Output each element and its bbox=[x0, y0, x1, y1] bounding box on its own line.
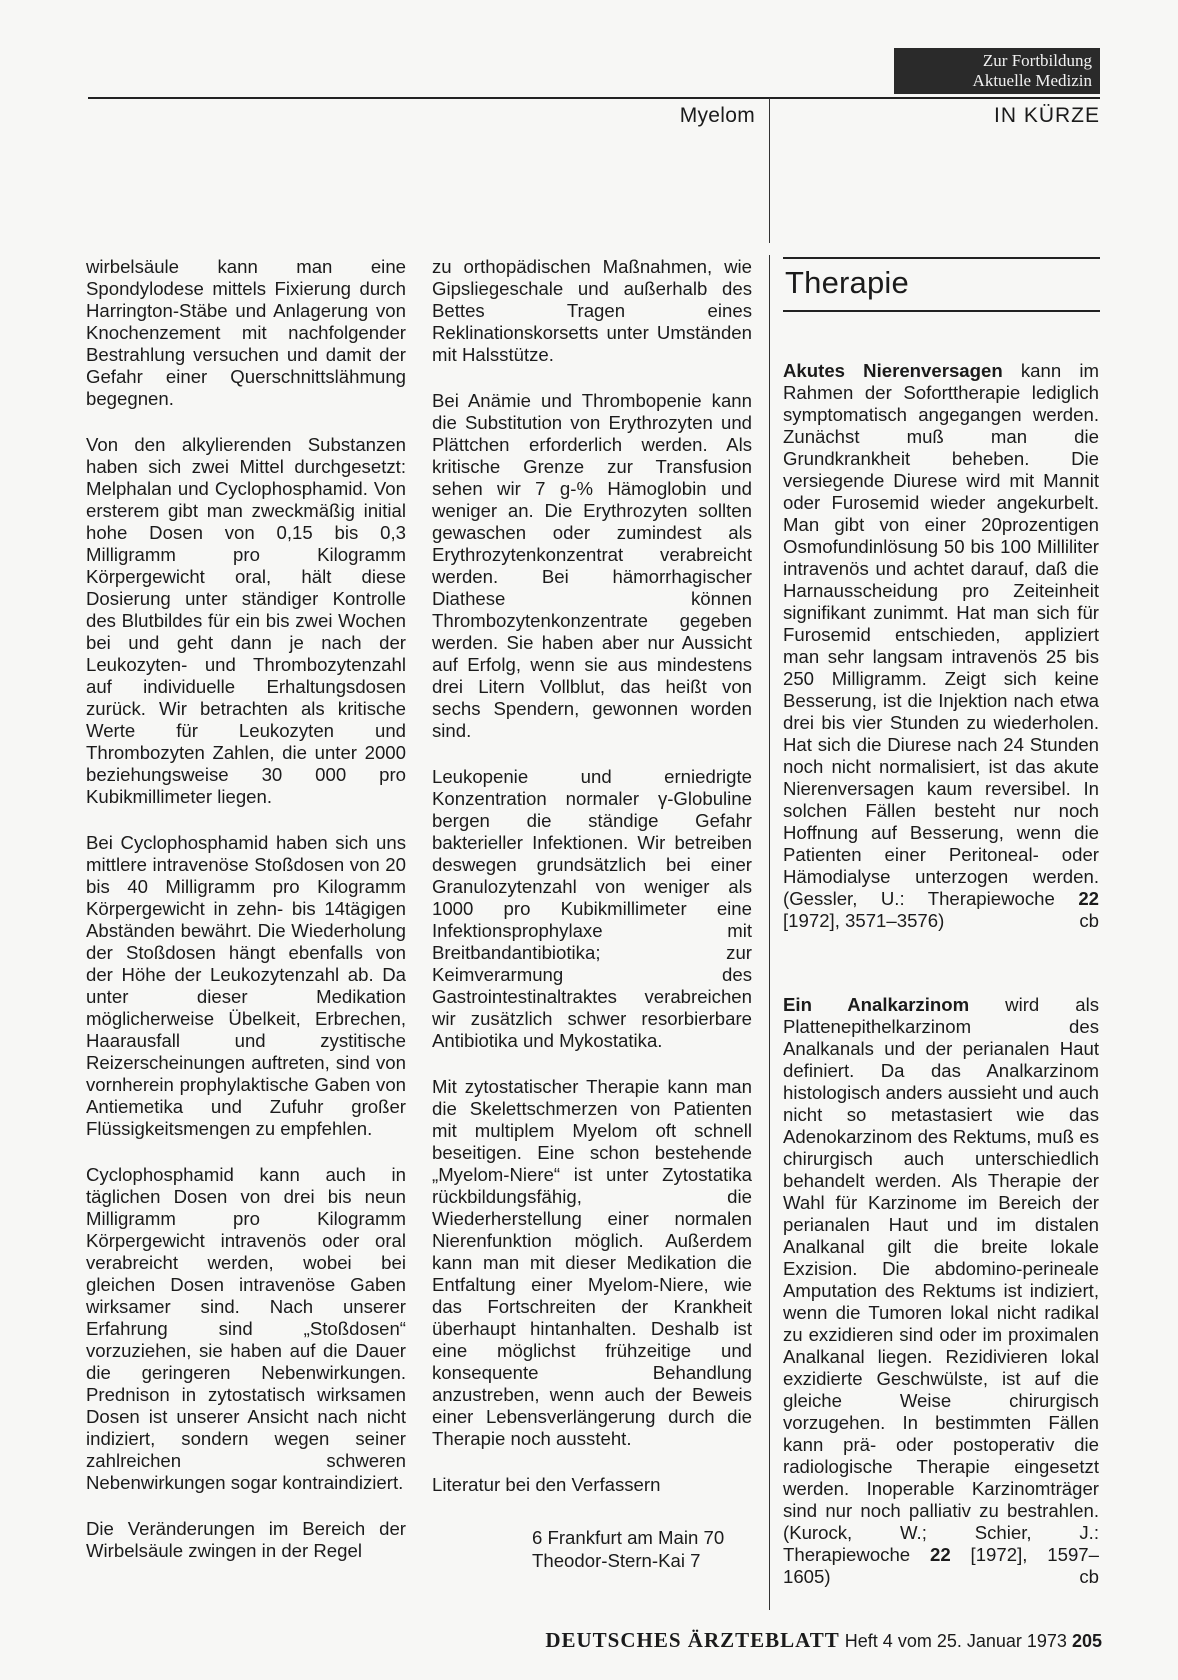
article-column-2 bbox=[432, 256, 752, 1572]
badge-line-1: Zur Fortbildung bbox=[982, 51, 1092, 70]
address-line-1: 6 Frankfurt am Main 70 bbox=[532, 1527, 725, 1548]
reference-volume: 22 bbox=[1078, 888, 1099, 909]
address-line-2: Theodor-Stern-Kai 7 bbox=[532, 1550, 701, 1571]
sidebar-heading: Therapie bbox=[785, 265, 909, 300]
author-address bbox=[532, 1526, 752, 1572]
brief-article-nierenversagen bbox=[783, 360, 1099, 932]
author-signature: cb bbox=[1079, 1566, 1099, 1587]
reference-volume: 22 bbox=[930, 1544, 951, 1565]
literature-note: Literatur bei den Verfassern bbox=[432, 1474, 661, 1495]
brief-column bbox=[783, 360, 1099, 1612]
article-text: wird als Plattenepithelkarzinom des Analkanals und der perianalen Haut definiert. Da das Analkarzinom histologisch anders aussieht und auch nicht so metastasiert wie das Adenokarzinom des Rektums, muß es chirurgisch auch unterschiedlich behandelt werden. Als Therapie der Wahl für Karzinome im Bereich der perianalen Haut und im distalen Analkanal gilt die breite lokale Exzision. Die abdomino-perineale Amputation des Rektums ist indiziert, wenn die Tumoren lokal nicht radikal zu exzidieren sind oder im proximalen Analkanal liegen. Rezidivieren lokal exzidierte Geschwülste, ist auf die gleiche Weise chirurgisch vorzugehen. In bestimmten Fällen kann prä- oder postoperativ die radiologische Therapie eingesetzt werden. Inoperable Karzinomträger sind nur noch palliativ zu bestrahlen. (Kurock, W.; Schier, J.: Therapiewoche bbox=[783, 994, 1099, 1565]
reference-text: [1972], 1597–1605) bbox=[783, 1544, 1099, 1587]
page-footer bbox=[486, 1628, 1102, 1653]
heading-rule-top bbox=[783, 257, 1100, 259]
section-label-myelom: Myelom bbox=[679, 104, 755, 127]
header-divider bbox=[769, 98, 770, 243]
header-rule bbox=[88, 97, 1100, 99]
badge-line-2: Aktuelle Medizin bbox=[972, 71, 1092, 90]
section-label-in-kuerze: IN KÜRZE bbox=[993, 104, 1100, 127]
issue-info: Heft 4 vom 25. Januar 1973 bbox=[844, 1631, 1067, 1651]
section-badge bbox=[894, 48, 1100, 94]
page-number: 205 bbox=[1071, 1631, 1102, 1651]
paragraph: Die Veränderungen im Bereich der Wirbelsäule zwingen in der Regel bbox=[86, 1518, 406, 1561]
paragraph: zu orthopädischen Maßnahmen, wie Gipsliegeschale und außerhalb des Bettes Tragen eines Reklinationskorsetts unter Umständen mit Halsstütze. bbox=[432, 256, 752, 365]
author-signature: cb bbox=[1079, 910, 1099, 931]
column-divider bbox=[769, 255, 770, 1610]
paragraph: Bei Cyclophosphamid haben sich uns mittlere intravenöse Stoßdosen von 20 bis 40 Milligramm pro Kilogramm Körpergewicht in zehn- bis 14tägigen Abständen bewährt. Die Wiederholung der Stoßdosen hängt ebenfalls von der Höhe der Leukozytenzahl ab. Da unter dieser Medikation möglicherweise Übelkeit, Erbrechen, Haarausfall und zystitische Reizerscheinungen auftreten, sind von vornherein prophylaktische Gaben von Antiemetika und Zufuhr großer Flüssigkeitsmengen zu empfehlen. bbox=[86, 832, 406, 1139]
brief-article-analkarzinom bbox=[783, 994, 1099, 1588]
article-lead: Akutes Nierenversagen bbox=[783, 360, 1003, 381]
article-text: kann im Rahmen der Soforttherapie lediglich symptomatisch angegangen werden. Zunächst muß man die Grundkrankheit beheben. Die versiegende Diurese wird mit Mannit oder Furosemid wieder angekurbelt. Man gibt von einer 20prozentigen Osmofundinlösung 50 bis 100 Milliliter intravenös und achtet darauf, daß die Harnausscheidung pro Zeiteinheit signifikant zunimmt. Hat man sich für Furosemid entschieden, appliziert man sehr langsam intravenös 25 bis 250 Milligramm. Zeigt sich keine Besserung, ist die Injektion nach etwa drei bis vier Stunden zu wiederholen. Hat sich die Diurese nach 24 Stunden noch nicht normalisiert, ist das akute Nierenversagen kaum reversibel. In solchen Fällen besteht nur noch Hoffnung auf Besserung, wenn die Patienten einer Peritoneal- oder Hämodialyse unterzogen werden. (Gessler, U.: Therapiewoche bbox=[783, 360, 1099, 909]
article-lead: Ein Analkarzinom bbox=[783, 994, 970, 1015]
paragraph: Bei Anämie und Thrombopenie kann die Substitution von Erythrozyten und Plättchen erforderlich werden. Als kritische Grenze zur Transfusion sehen wir 7 g-% Hämoglobin und weniger an. Die Erythrozyten sollten gewaschen oder zumindest als Erythrozytenkonzentrat verabreicht werden. Bei hämorrhagischer Diathese können Thrombozytenkonzentrate gegeben werden. Sie haben aber nur Aussicht auf Erfolg, wenn sie aus mindestens drei Litern Vollblut, das heißt von sechs Spendern, gewonnen worden sind. bbox=[432, 390, 752, 741]
paragraph: Von den alkylierenden Substanzen haben sich zwei Mittel durchgesetzt: Melphalan und Cyclophosphamid. Von ersterem gibt man zweckmäßig initial hohe Dosen von 0,15 bis 0,3 Milligramm pro Kilogramm Körpergewicht oral, hält diese Dosierung unter ständiger Kontrolle des Blutbildes für ein bis zwei Wochen bei und geht dann je nach der Leukozyten- und Thrombozytenzahl auf individuelle Erhaltungsdosen zurück. Wir betrachten als kritische Werte für Leukozyten und Thrombozyten Zahlen, die unter 2000 beziehungsweise 30 000 pro Kubikmillimeter liegen. bbox=[86, 434, 406, 807]
magazine-name: DEUTSCHES ÄRZTEBLATT bbox=[545, 1628, 840, 1652]
reference-text: [1972], 3571–3576) bbox=[783, 910, 945, 931]
paragraph: wirbelsäule kann man eine Spondylodese mittels Fixierung durch Harrington-Stäbe und Anlagerung von Knochenzement mit nachfolgender Bestrahlung versuchen und damit der Gefahr einer Querschnittslähmung begegnen. bbox=[86, 256, 406, 409]
paragraph: Leukopenie und erniedrigte Konzentration normaler γ-Globuline bergen die ständige Gefahr bakterieller Infektionen. Wir betreiben deswegen grundsätzlich bei einer Granulozytenzahl von weniger als 1000 pro Kubikmillimeter eine Infektionsprophylaxe mit Breitbandantibiotika; zur Keimverarmung des Gastrointestinaltraktes verabreichen wir zusätzlich schwer resorbierbare Antibiotika und Mykostatika. bbox=[432, 766, 752, 1051]
paragraph: Cyclophosphamid kann auch in täglichen Dosen von drei bis neun Milligramm pro Kilogramm Körpergewicht intravenös oder oral verabreicht werden, wobei bei gleichen Dosen intravenöse Gaben wirksamer sind. Nach unserer Erfahrung sind „Stoßdosen“ vorzuziehen, sie haben auf die Dauer die geringeren Nebenwirkungen. Prednison in zytostatisch wirksamen Dosen ist unserer Ansicht nach nicht indiziert, sondern wegen seiner zahlreichen schweren Nebenwirkungen sogar kontraindiziert. bbox=[86, 1164, 406, 1493]
article-column-1 bbox=[86, 256, 406, 1586]
heading-rule-bottom bbox=[783, 310, 1100, 312]
paragraph: Mit zytostatischer Therapie kann man die Skelettschmerzen von Patienten mit multiplem Myelom oft schnell beseitigen. Eine schon bestehende „Myelom-Niere“ ist unter Zytostatika rückbildungsfähig, die Wiederherstellung einer normalen Nierenfunktion möglich. Außerdem kann man mit dieser Medikation die Entfaltung einer Myelom-Niere, wie das Fortschreiten der Krankheit überhaupt hintanhalten. Deshalb ist eine möglichst frühzeitige und konsequente Behandlung anzustreben, wenn auch der Beweis einer Lebensverlängerung durch die Therapie noch aussteht. bbox=[432, 1076, 752, 1449]
